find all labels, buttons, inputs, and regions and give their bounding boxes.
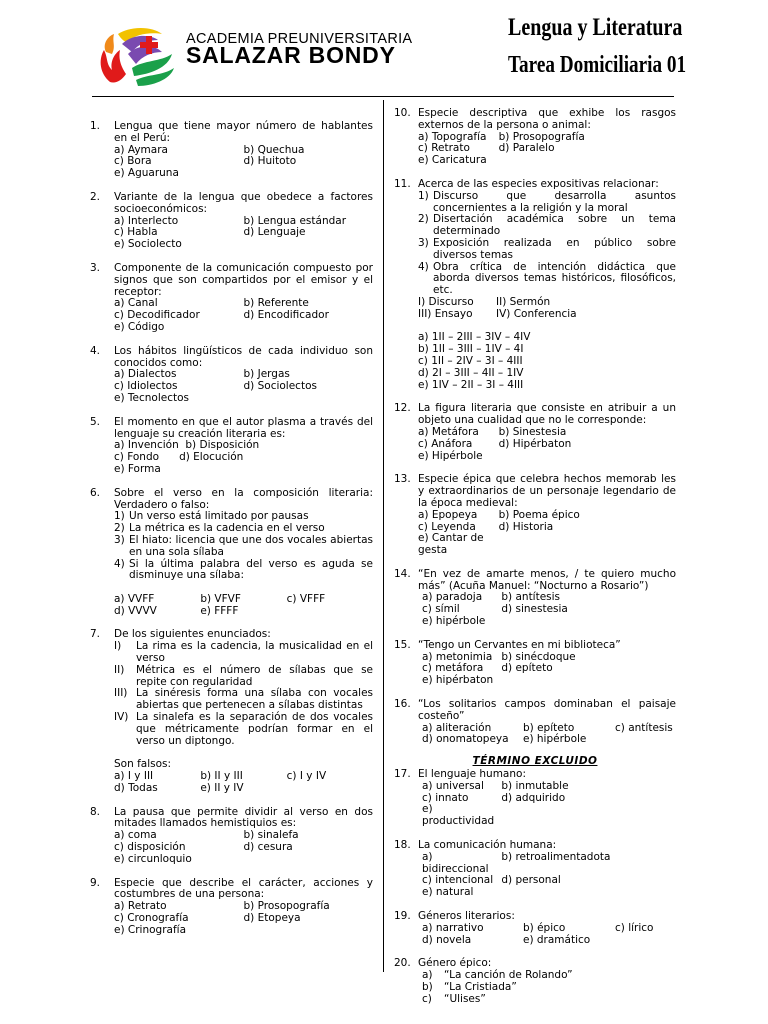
subject-title: Lengua y Literatura: [508, 14, 683, 41]
question-stem: Especie que describe el carácter, acciones y costumbres de una persona:: [114, 876, 373, 901]
question-prompt: Son falsos:: [114, 758, 172, 771]
option-e: e) Hipérbole: [418, 449, 483, 462]
option-e: e) Sociolecto: [114, 238, 182, 251]
option-c: c) 1II – 2IV – 3I – 4III: [418, 354, 523, 367]
option-c: c) Decodificador: [114, 309, 200, 322]
question-number: 19.: [394, 910, 411, 923]
right-column: [394, 108, 676, 1018]
option-a: a) I y III: [114, 770, 154, 783]
question-number: 15.: [394, 638, 411, 651]
statement-number: 1): [114, 510, 125, 523]
option-e: e) Cantar de gesta: [418, 532, 484, 557]
option-text: “La Cristiada”: [444, 981, 517, 993]
option-c: c) Anáfora: [418, 437, 473, 450]
question-stem: “Tengo un Cervantes en mi biblioteca”: [418, 638, 621, 651]
question-1: [90, 121, 373, 180]
statement-text: El hiato: licencia que une dos vocales abiertas en una sola sílaba: [129, 533, 373, 558]
option-a: a) VVFF: [114, 592, 155, 605]
question-number: 14.: [394, 567, 411, 580]
option-b: b) Jergas: [243, 368, 290, 381]
statement-text: La sinalefa es la separación de dos vocales que métricamente podrían formar en el verso un diptongo.: [136, 711, 373, 747]
option-a: a) narrativo: [422, 921, 484, 934]
option-e: e) II y IV: [200, 781, 244, 794]
statement-text: La métrica es la cadencia en el verso: [129, 522, 325, 535]
option-c: c) antítesis: [615, 721, 673, 734]
question-number: 9.: [90, 876, 101, 889]
question-stem: Género épico:: [418, 957, 492, 970]
item-number: 2): [418, 213, 429, 226]
question-number: 10.: [394, 107, 411, 119]
statement-2: [114, 665, 373, 689]
option-b: b) Prosopografía: [498, 130, 585, 143]
option-c: c) lírico: [615, 921, 654, 934]
question-number: 4.: [90, 344, 101, 357]
option-c: c) símil: [422, 603, 460, 616]
option-b: b) Quechua: [243, 143, 305, 156]
option-b: b) Poema épico: [498, 508, 580, 521]
options: [114, 830, 373, 865]
option-d: d) adquirido: [501, 791, 566, 804]
options: [114, 298, 373, 333]
question-3: [90, 263, 373, 334]
option-b: b) sinécdoque: [501, 650, 576, 663]
option-a: a) Aymara: [114, 143, 168, 156]
option-e: e) hipérbole: [523, 733, 587, 746]
option-a: a) Canal: [114, 297, 158, 310]
option-a: a) 1II – 2III – 3IV – 4IV: [418, 331, 531, 344]
key-list: [418, 297, 676, 321]
option-d: d) novela: [422, 933, 472, 946]
options: [114, 594, 373, 618]
option-e: e) Crinografía: [114, 923, 187, 936]
options: [418, 652, 676, 687]
option-c: c) metáfora: [422, 662, 484, 675]
option-e: e) Caricatura: [418, 154, 487, 167]
option-b: b) Sinestesia: [498, 425, 567, 438]
question-14: [394, 569, 676, 628]
question-13: [394, 474, 676, 557]
header-divider: [92, 96, 674, 97]
statement-text: Métrica es el número de sílabas que se repite con regularidad: [136, 663, 373, 688]
question-stem: Géneros literarios:: [418, 910, 515, 923]
option-b: b) antítesis: [501, 591, 561, 604]
question-5: [90, 417, 373, 476]
page-header: [0, 0, 768, 110]
question-7: [90, 629, 373, 794]
option-d: d) epíteto: [501, 662, 553, 675]
section-heading: TÉRMINO EXCLUIDO: [472, 755, 598, 768]
question-number: 3.: [90, 261, 101, 274]
options: [418, 970, 676, 1005]
option-b: b) epíteto: [523, 721, 575, 734]
options: [418, 592, 676, 627]
option-a: a) bidireccional: [422, 850, 489, 875]
options: [114, 771, 373, 795]
question-4: [90, 346, 373, 405]
question-6: [90, 488, 373, 618]
options: [418, 723, 676, 747]
question-stem: “Los solitarios campos dominaban el paisaje costeño”: [418, 698, 676, 722]
statement-text: Si la última palabra del verso es aguda se disminuye una sílaba:: [129, 557, 373, 582]
option-letter: c): [422, 992, 432, 1005]
option-letter: b): [422, 981, 433, 993]
question-number: 11.: [394, 177, 411, 190]
left-column: [90, 121, 373, 949]
option-d: d) cesura: [243, 841, 293, 854]
question-2: [90, 192, 373, 251]
statement-number: 3): [114, 533, 125, 546]
question-stem: Variante de la lengua que obedece a factores socioeconómicos:: [114, 190, 373, 215]
option-d: d) Etopeya: [243, 912, 301, 925]
option-d: d) onomatopeya: [422, 733, 509, 746]
statement-number: IV): [114, 711, 129, 724]
question-number: 5.: [90, 415, 101, 428]
option-c: c) Idiolectos: [114, 380, 178, 393]
option-c: c) innato: [422, 791, 469, 804]
option-e: e) Código: [114, 320, 165, 333]
option-d: d) Todas: [114, 781, 158, 794]
option-b: b) Lengua estándar: [243, 214, 347, 227]
question-12: [394, 403, 676, 462]
option-d: d) Lenguaje: [243, 226, 306, 239]
option-b: b) épico: [523, 921, 566, 934]
question-9: [90, 878, 373, 937]
question-stem: La pausa que permite dividir al verso en dos mitades llamados hemistiquios es:: [114, 805, 373, 830]
option-c: c) intencional: [422, 874, 494, 887]
option-e: e) hipérbaton: [422, 674, 494, 687]
item-number: 1): [418, 189, 429, 202]
question-stem: Acerca de las especies expositivas relacionar:: [418, 177, 659, 190]
question-stem: El lenguaje humano:: [418, 768, 526, 781]
question-number: 20.: [394, 957, 411, 970]
options: [418, 332, 676, 391]
option-e: e) productividad: [422, 803, 495, 828]
option-a: a) coma: [114, 829, 157, 842]
option-c: c) Retrato: [418, 142, 470, 155]
option-a-b: a) Invención b) Disposición: [114, 439, 260, 452]
option-a: a) aliteración: [422, 721, 492, 734]
statement-number: 2): [114, 522, 125, 535]
option-d: d) Sociolectos: [243, 380, 317, 393]
option-c-d: c) Fondo d) Elocución: [114, 451, 244, 464]
options: [418, 781, 676, 828]
question-stem: El momento en que el autor plasma a través del lenguaje su creación literaria es:: [114, 415, 373, 440]
options: [114, 440, 373, 475]
option-a: a) Epopeya: [418, 508, 478, 521]
option-b: b) 1II – 3III – 1IV – 4I: [418, 343, 524, 356]
statement-3: [114, 535, 373, 559]
question-stem: La comunicación humana:: [418, 839, 557, 852]
item-text: Exposición realizada en público sobre diversos temas: [433, 236, 676, 261]
option-c: c) Cronografía: [114, 912, 189, 925]
question-stem: Componente de la comunicación compuesto por signos que son compartidos por el emisor y el receptor:: [114, 261, 373, 298]
option-c: c) Leyenda: [418, 520, 476, 533]
assignment-title: Tarea Domiciliaria 01: [508, 52, 687, 78]
question-number: 8.: [90, 805, 101, 818]
options: [114, 369, 373, 404]
option-b: b) retroalimentadota: [501, 850, 611, 863]
option-e: e) dramático: [523, 933, 591, 946]
question-number: 12.: [394, 402, 411, 415]
options: [114, 216, 373, 251]
option-d: d) VVVV: [114, 604, 157, 617]
options: [418, 923, 676, 947]
question-15: [394, 640, 676, 687]
item-number: 3): [418, 236, 429, 249]
question-number: 16.: [394, 698, 411, 711]
option-d: d) Historia: [498, 520, 554, 533]
academy-logo: [92, 24, 178, 88]
item-text: Discurso que desarrolla asuntos concernientes a la religión y la moral: [433, 189, 676, 214]
question-stem: Lengua que tiene mayor número de hablantes en el Perú:: [114, 120, 373, 144]
option-a: a) Retrato: [114, 900, 167, 913]
options: [418, 132, 676, 167]
statement-number: 4): [114, 557, 125, 570]
item-1: [418, 191, 676, 215]
option-a: a) Dialectos: [114, 368, 177, 381]
option-b: b) II y III: [200, 770, 243, 783]
question-8: [90, 807, 373, 866]
option-d: d) sinestesia: [501, 603, 568, 616]
item-3: [418, 238, 676, 262]
option-d: d) personal: [501, 874, 561, 887]
question-stem: Especie descriptiva que exhibe los rasgos externos de la persona o animal:: [418, 107, 676, 131]
option-b: b) VFVF: [200, 592, 241, 605]
statement-number: III): [114, 687, 128, 700]
option-a: a) universal: [422, 779, 484, 792]
option-e: e) natural: [422, 886, 474, 899]
question-17: [394, 769, 676, 828]
option-c: c) I y IV: [286, 770, 327, 783]
option-e: e) FFFF: [200, 604, 239, 617]
option-b: b) sinalefa: [243, 829, 299, 842]
brand-name: SALAZAR BONDY: [186, 42, 396, 68]
question-number: 7.: [90, 628, 101, 641]
question-stem: Sobre el verso en la composición literaria: Verdadero o falso:: [114, 486, 373, 511]
item-4: [418, 262, 676, 297]
key-1: I) Discurso: [418, 295, 474, 308]
statement-4: [114, 559, 373, 583]
option-a: a) Metáfora: [418, 425, 479, 438]
question-stem: Especie épica que celebra hechos memorab les y extraordinarios de un personaje legendario de la época medieval:: [418, 473, 676, 509]
option-e: e) circunloquio: [114, 852, 192, 865]
statement-3: [114, 688, 373, 712]
question-stem: “En vez de amarte menos, / te quiero mucho más” (Acuña Manuel: “Nocturno a Rosario”): [418, 567, 676, 592]
option-b: b) Referente: [243, 297, 309, 310]
option-d: d) Encodificador: [243, 309, 329, 322]
question-number: 2.: [90, 190, 101, 203]
column-divider: [383, 100, 384, 972]
question-stem: De los siguientes enunciados:: [114, 628, 271, 641]
statement-4: [114, 712, 373, 747]
question-19: [394, 911, 676, 946]
options: [114, 901, 373, 936]
option-e: e) 1IV – 2II – 3I – 4III: [418, 378, 524, 391]
question-20: [394, 958, 676, 1005]
statement-1: [114, 641, 373, 665]
question-number: 6.: [90, 486, 101, 499]
question-16: [394, 699, 676, 746]
option-text: “La canción de Rolando”: [444, 969, 573, 982]
option-a: a) Interlecto: [114, 214, 179, 227]
options: [418, 510, 676, 557]
option-d: d) 2I – 3III – 4II – 1IV: [418, 366, 524, 379]
question-number: 13.: [394, 473, 411, 486]
options: [114, 145, 373, 180]
item-text: Disertación académica sobre un tema determinado: [433, 213, 676, 238]
item-number: 4): [418, 260, 429, 273]
question-10: [394, 108, 676, 167]
question-18: [394, 840, 676, 899]
question-number: 18.: [394, 839, 411, 852]
options: [418, 852, 676, 899]
option-d: d) Paralelo: [498, 142, 555, 155]
option-e: e) Aguaruna: [114, 167, 179, 180]
key-4: IV) Conferencia: [496, 307, 577, 320]
option-d: d) Huitoto: [243, 155, 297, 168]
option-a: a) paradoja: [422, 591, 483, 604]
item-text: Obra crítica de intención didáctica que aborda diversos temas históricos, filosóficos, etc.: [433, 260, 676, 297]
question-number: 1.: [90, 120, 101, 132]
key-2: II) Sermón: [496, 295, 551, 308]
option-a: a) Topografía: [418, 130, 487, 143]
item-2: [418, 214, 676, 238]
option-e: e) Forma: [114, 462, 161, 475]
option-b: b) Prosopografía: [243, 900, 330, 913]
question-11: [394, 179, 676, 391]
options: [418, 427, 676, 462]
option-c: c) Bora: [114, 155, 152, 168]
option-text: “Ulises”: [444, 992, 486, 1005]
statement-number: II): [114, 663, 125, 676]
option-a: a) metonimia: [422, 650, 493, 663]
question-stem: La figura literaria que consiste en atribuir a un objeto una cualidad que no le corresponde:: [418, 402, 676, 427]
statement-text: Un verso está limitado por pausas: [129, 510, 309, 523]
option-c: c) Habla: [114, 226, 158, 239]
option-e: e) Tecnolectos: [114, 391, 189, 404]
statement-text: La rima es la cadencia, la musicalidad en el verso: [136, 640, 373, 665]
option-letter: a): [422, 969, 433, 982]
question-number: 17.: [394, 768, 411, 781]
question-stem: Los hábitos lingüísticos de cada individuo son conocidos como:: [114, 344, 373, 369]
option-b: b) inmutable: [501, 779, 569, 792]
key-3: III) Ensayo: [418, 307, 473, 320]
statement-number: I): [114, 640, 122, 653]
option-c: c) VFFF: [286, 592, 326, 605]
option-d: d) Hipérbaton: [498, 437, 572, 450]
option-c: [422, 994, 676, 1006]
option-c: c) disposición: [114, 841, 186, 854]
academy-name: ACADEMIA PREUNIVERSITARIA: [186, 31, 413, 47]
statement-text: La sinéresis forma una sílaba con vocales abiertas que pertenecen a sílabas distintas: [136, 687, 373, 712]
option-e: e) hipérbole: [422, 615, 486, 628]
